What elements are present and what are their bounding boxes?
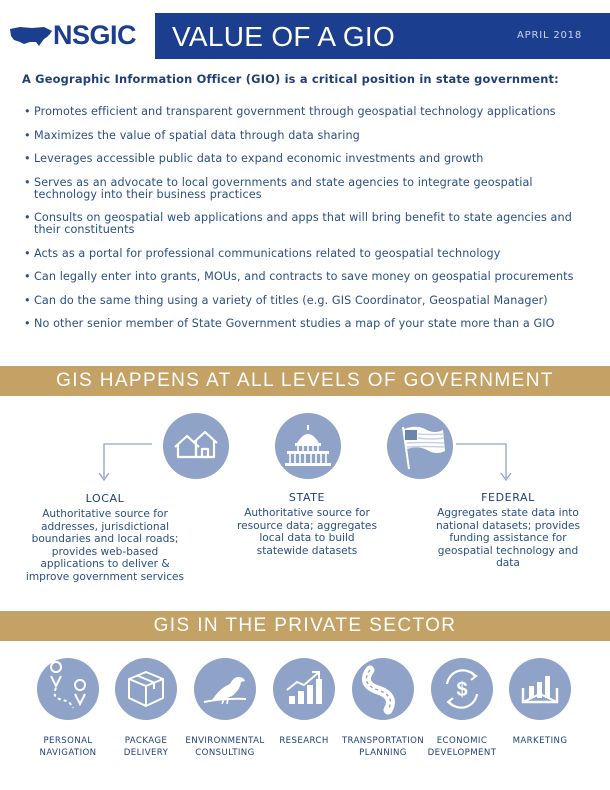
personal-navigation-circle [37,658,99,720]
flag-icon [387,413,453,479]
dollar-cycle-icon [431,658,493,720]
research-label: RESEARCH [279,736,329,746]
state-title: STATE [288,491,326,504]
road-icon [352,658,414,720]
package-icon [115,658,177,720]
list-item: • Can do the same thing using a variety of titles (e.g. GIS Coordinator, Geospatial Manager) [24,295,599,307]
svg-text:$: $ [456,679,468,701]
gov-section-heading: GIS HAPPENS AT ALL LEVELS OF GOVERNMENT [0,366,610,396]
federal-description: Aggregates state data into national datasets; provides funding assistance for geospatial technology and data [435,507,581,570]
personal-navigation-label: PERSONAL NAVIGATION [39,736,97,758]
list-item: • Consults on geospatial web applications and apps that will bring benefit to state agencies and their constituents [24,212,599,236]
state-description: Authoritative source for resource data; aggregates local data to build statewide datasets [237,507,377,557]
us-map-icon [8,25,54,47]
list-item: • Leverages accessible public data to expand economic investments and growth [24,153,599,165]
navigation-route-icon [37,658,99,720]
private-section-heading: GIS IN THE PRIVATE SECTOR [0,611,610,641]
list-item: • Can legally enter into grants, MOUs, and contracts to save money on geospatial procurements [24,271,599,283]
federal-title: FEDERAL [481,491,535,504]
publication-date: APRIL 2018 [517,30,582,41]
state-circle [275,413,341,479]
package-delivery-circle [115,658,177,720]
transportation-planning-circle [352,658,414,720]
marketing-circle [509,658,571,720]
logo-text: NSGIC [53,20,137,50]
environmental-consulting-label: ENVIRONMENTAL CONSULTING [185,736,265,758]
economic-development-circle [431,658,493,720]
page-title: VALUE OF A GIO [172,21,396,52]
environmental-consulting-circle [194,658,256,720]
local-title: LOCAL [85,492,125,505]
benefits-list [24,106,599,342]
local-description: Authoritative source for addresses, jurisdictional boundaries and local roads; provides web-based applications to deliver & improve government services [25,508,185,583]
transportation-planning-label: TRANSPORTATION PLANNING [341,736,425,758]
capitol-icon [275,413,341,479]
package-delivery-label: PACKAGE DELIVERY [123,736,169,758]
federal-circle [387,413,453,479]
list-item: • Maximizes the value of spatial data through data sharing [24,130,599,142]
arrow-down-left-icon [96,440,156,484]
marketing-label: MARKETING [512,736,568,746]
bird-icon [194,658,256,720]
list-item: • Acts as a portal for professional communications related to geospatial technology [24,248,599,260]
logo [0,13,155,59]
bar-growth-icon [273,658,335,720]
economic-development-label: ECONOMIC DEVELOPMENT [427,736,497,758]
arrow-down-right-icon [454,440,514,484]
local-circle [163,413,229,479]
list-item: • Promotes efficient and transparent government through geospatial technology applications [24,106,599,118]
intro-statement: A Geographic Information Officer (GIO) is a critical position in state government: [22,72,559,86]
header-bar [0,13,610,59]
marketing-chart-icon [509,658,571,720]
houses-icon [163,413,229,479]
research-circle [273,658,335,720]
list-item: • Serves as an advocate to local governments and state agencies to integrate geospatial technology into their business practices [24,177,599,201]
list-item: • No other senior member of State Government studies a map of your state more than a GIO [24,318,599,330]
